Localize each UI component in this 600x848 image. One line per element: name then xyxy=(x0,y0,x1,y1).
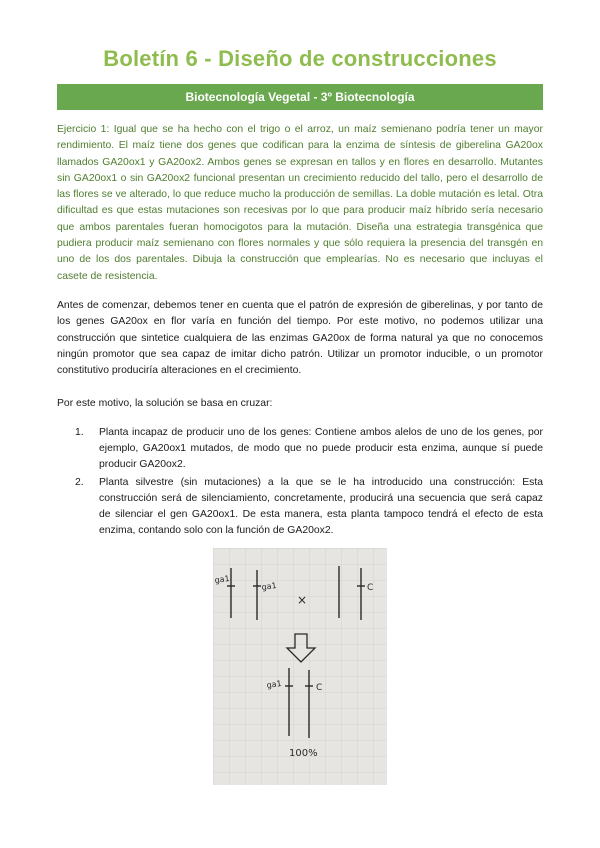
list-number: 2. xyxy=(75,477,84,488)
cross-symbol: × xyxy=(297,593,308,607)
label-ga1-left: ga1 xyxy=(214,573,231,585)
list-item-text: Planta incapaz de producir uno de los genes: Contiene ambos alelos de uno de los genes, por ejemplo, GA20ox1 mutados, de modo que no puede producir esta enzima, aunque sí puede producir GA20ox2. xyxy=(99,427,543,470)
intro-paragraph: Antes de comenzar, debemos tener en cuenta que el patrón de expresión de giberelinas, y por tanto de los genes GA20ox en flor varía en función del tiempo. Por este motivo, no podemos utilizar una construcción que sintetice cualquiera de las enzimas GA20ox de forma natural ya que no conocemos ningún promotor que sea capaz de imitar dicho patrón. Utilizar un promotor inducible, o un promotor constitutivo produciría alteraciones en el crecimiento. xyxy=(57,300,543,377)
subject-banner: Biotecnología Vegetal - 3º Biotecnología xyxy=(57,84,543,110)
solution-lead: Por este motivo, la solución se basa en cruzar: xyxy=(57,398,273,409)
solution-steps xyxy=(57,425,543,541)
exercise-statement: Ejercicio 1: Igual que se ha hecho con el trigo o el arroz, un maíz semienano podría tener un mayor rendimiento. El maíz tiene dos genes que codifican para la enzima de síntesis de giberelina GA20ox llamados GA20ox1 y GA20ox2. Ambos genes se expresan en tallos y en flores en desarrollo. Mutantes sin GA20ox1 o sin GA20ox2 funcional presentan un crecimiento reducido del tallo, pero el desarrollo de las flores se ve alterado, lo que reduce mucho la producción de semillas. La doble mutación es letal. Otra dificultad es que estas mutaciones son recesivas por lo que para producir maíz híbrido sería necesario que ambos parentales fueran homocigotos para la mutación. Diseña una estrategia transgénica que pudiera producir maíz semienano con flores normales y que sólo requiera la presencia del transgén en uno de los dos parentales. Dibuja la construcción que emplearías. No es necesario que incluyas el casete de resistencia. xyxy=(57,124,543,282)
page-title: Boletín 6 - Diseño de construcciones xyxy=(103,46,497,71)
list-number: 1. xyxy=(75,427,84,438)
label-c-offspring: C xyxy=(316,683,323,693)
list-item xyxy=(57,475,543,539)
label-ga1-offspring: ga1 xyxy=(266,678,283,690)
cross-sketch-photo xyxy=(213,548,387,785)
list-item xyxy=(57,425,543,473)
label-ga1-right: ga1 xyxy=(261,580,278,592)
list-item-text: Planta silvestre (sin mutaciones) a la que se le ha introducido una construcción: Esta construcción será de silenciamiento, concretamente, producirá una secuencia que será capaz de silenciar el gen GA20ox1. De esta manera, esta planta tampoco tendrá el efecto de esta enzima, contando solo con la función de GA20ox2. xyxy=(99,477,543,536)
result-percentage: 100% xyxy=(289,748,318,759)
label-c-top: C xyxy=(367,583,374,593)
